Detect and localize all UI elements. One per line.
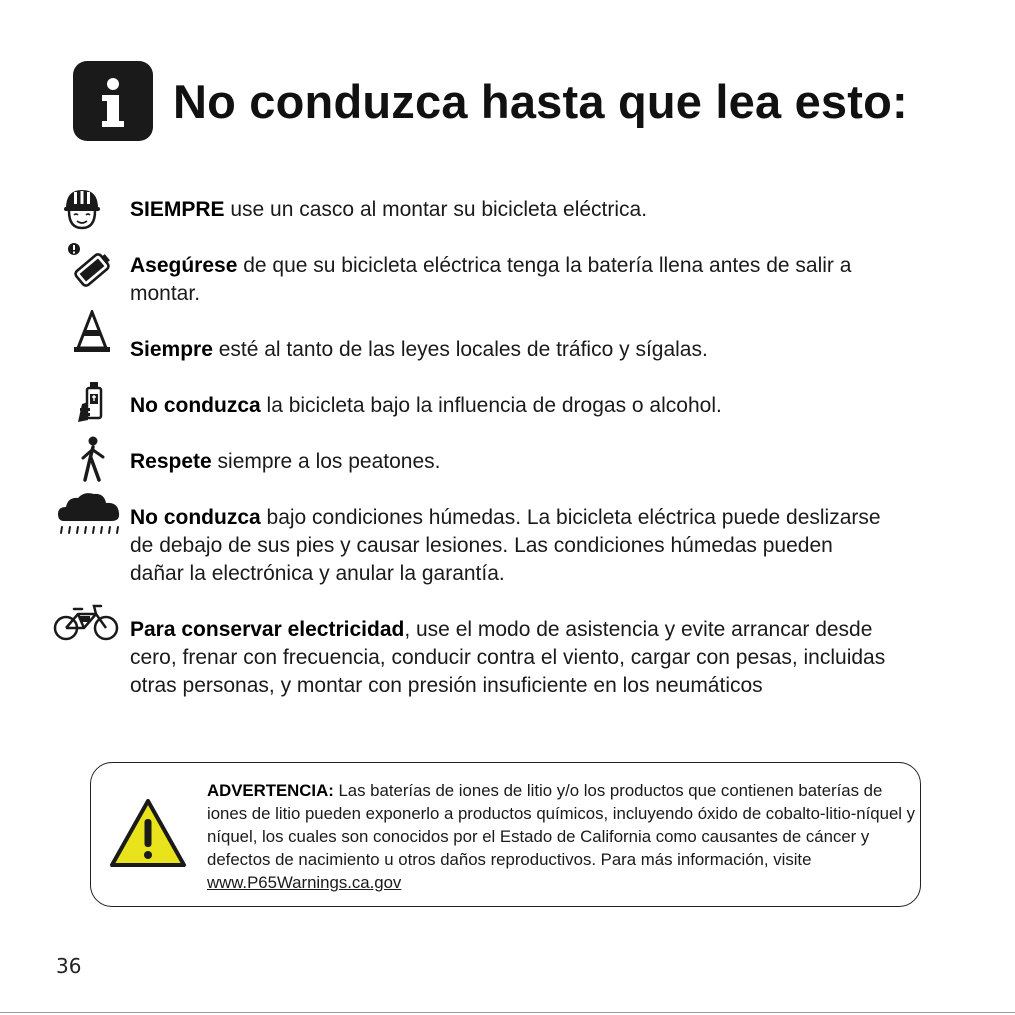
info-icon — [73, 61, 153, 141]
page-title: No conduzca hasta que lea esto: — [173, 74, 908, 128]
helmet-icon — [60, 186, 104, 232]
list-item: Asegúrese de que su bicicleta eléctrica tenga la batería llena antes de salir a montar. — [130, 254, 852, 305]
page-header — [73, 60, 908, 142]
bottom-divider — [0, 1012, 1015, 1013]
bottle-hand-icon — [76, 380, 108, 424]
list-item: SIEMPRE use un casco al montar su bicicleta eléctrica. — [130, 198, 648, 221]
p65-warnings-link[interactable]: www.P65Warnings.ca.gov — [207, 873, 402, 892]
rain-cloud-icon — [56, 491, 126, 537]
battery-icon — [66, 242, 116, 290]
list-item: No conduzca bajo condiciones húmedas. La bicicleta eléctrica puede deslizarse de debajo de sus pies y causar lesiones. Las condiciones húmedas pueden dañar la electrónica y anular la garantía. — [130, 506, 881, 585]
bicycle-icon — [52, 602, 122, 642]
warning-triangle-icon — [109, 797, 187, 869]
pedestrian-icon — [78, 436, 108, 482]
list-item: No conduzca la bicicleta bajo la influencia de drogas o alcohol. — [130, 394, 722, 417]
warning-box — [90, 762, 921, 907]
list-item: Para conservar electricidad, use el modo de asistencia y evite arrancar desde cero, frenar con frecuencia, conducir contra el viento, cargar con pesas, incluidas otras personas, y montar con presión insuficiente en los neumáticos — [130, 618, 886, 697]
traffic-cone-icon — [72, 310, 112, 354]
page-number: 36 — [56, 954, 82, 978]
warning-text: ADVERTENCIA: Las baterías de iones de litio y/o los productos que contienen baterías de iones de litio pueden exponerlo a productos químicos, incluyendo óxido de cobalto-litio-níquel y níquel, los cuales son conocidos por el Estado de California como causantes de cáncer y defectos de nacimiento u otros daños reproductivos. Para más información, visite www.P65Warnings.ca.gov — [207, 781, 916, 892]
list-item: Respete siempre a los peatones. — [130, 450, 441, 473]
list-item: Siempre esté al tanto de las leyes locales de tráfico y sígalas. — [130, 338, 708, 361]
